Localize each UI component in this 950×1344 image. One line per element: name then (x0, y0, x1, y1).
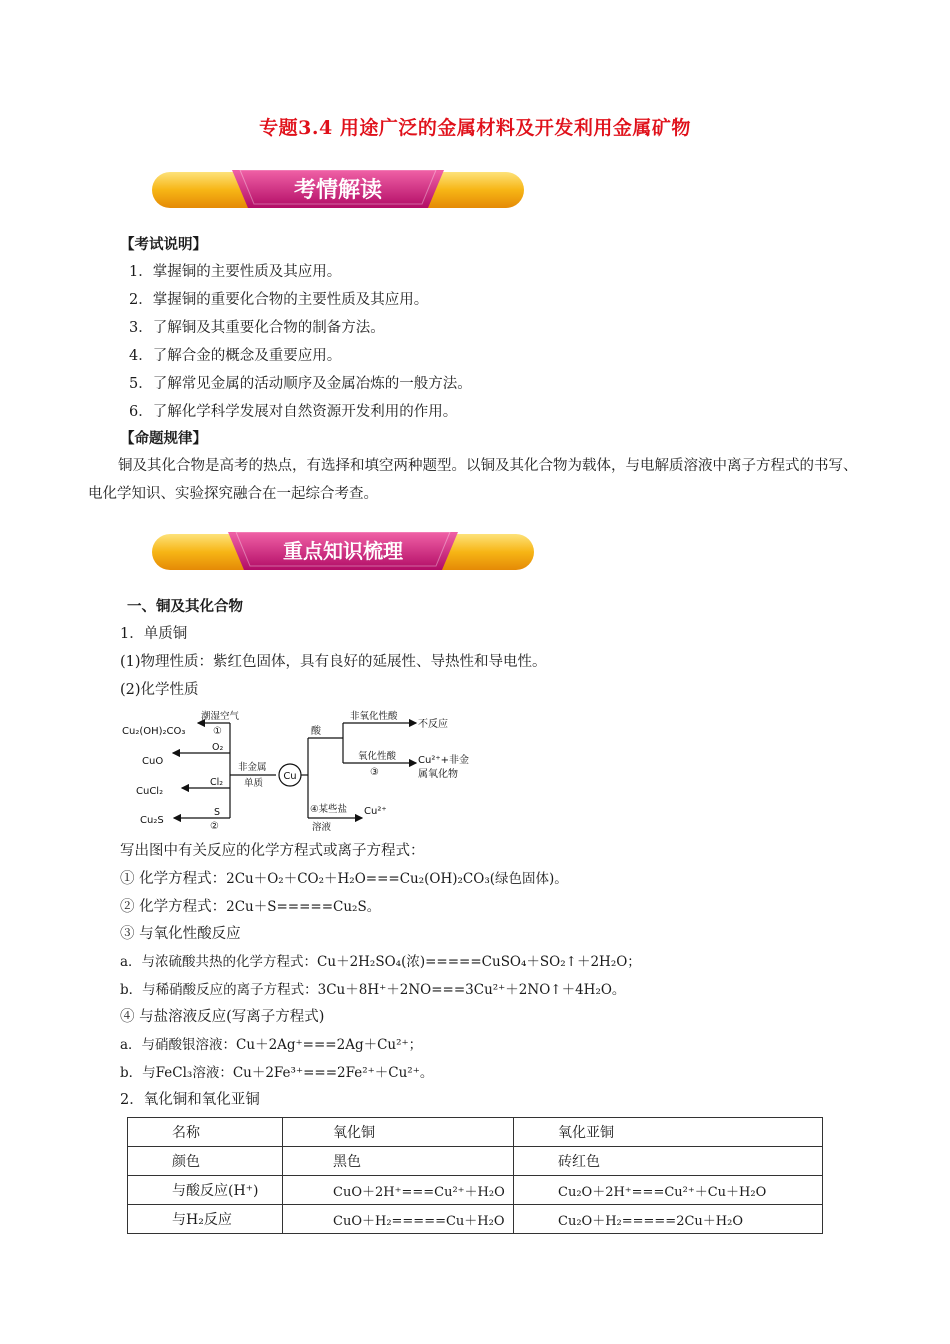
label-no-reaction: 不反应 (418, 719, 448, 730)
rule-paragraph: 铜及其化合物是高考的热点，有选择和填空两种题型。以铜及其化合物为载体，与电解质溶液中离子方程式的书写、电化学知识、实验探究融合在一起综合考查。 (88, 458, 858, 502)
copper-oxide-table (127, 1117, 823, 1234)
label-circle-2: ② (210, 821, 219, 832)
exam-item: 1．掌握铜的主要性质及其应用。 (129, 264, 342, 280)
table-cell: 与H₂反应 (128, 1205, 283, 1234)
product-cucl2: CuCl₂ (136, 786, 164, 797)
label-nonmetal-1: 非金属 (238, 762, 267, 773)
equation-4b: b．与FeCl₃溶液：Cu＋2Fe³⁺===2Fe²⁺＋Cu²⁺。 (120, 1065, 434, 1081)
table-cell: 砖红色 (514, 1147, 823, 1176)
label-humid-air: 潮湿空气 (201, 711, 240, 722)
equation-3b: b．与稀硝酸反应的离子方程式：3Cu＋8H⁺＋2NO===3Cu²⁺＋2NO↑＋4H₂O。 (120, 982, 626, 998)
table-cell: 与酸反应(H⁺) (128, 1176, 283, 1205)
product-cuo: CuO (142, 756, 164, 767)
label-oxidizing-product-1: Cu²⁺+非金 (418, 755, 469, 766)
table-row (128, 1147, 823, 1176)
equation-2-label: ② 化学方程式： (120, 899, 227, 915)
exam-heading: 【考试说明】 (120, 236, 207, 253)
table-cell: CuO＋2H⁺===Cu²⁺＋H₂O (283, 1176, 514, 1205)
chemical-properties-heading: (2)化学性质 (120, 682, 199, 698)
equation-1-label: ① 化学方程式： (120, 871, 227, 887)
equation-1 (120, 869, 568, 889)
label-nonmetal-2: 单质 (244, 778, 264, 789)
page-title: 专题3.4 用途广泛的金属材料及开发利用金属矿物 (259, 117, 691, 139)
table-cell: Cu₂O＋H₂=====2Cu＋H₂O (514, 1205, 823, 1234)
exam-item: 3．了解铜及其重要化合物的制备方法。 (129, 320, 385, 336)
label-salt-1: ④某些盐 (310, 804, 348, 815)
table-header-cell: 氧化铜 (283, 1118, 514, 1147)
product-basic-carbonate: Cu₂(OH)₂CO₃ (122, 726, 186, 737)
table-row (128, 1176, 823, 1205)
product-cu2s: Cu₂S (140, 815, 164, 826)
table-cell: 颜色 (128, 1147, 283, 1176)
table-row (128, 1205, 823, 1234)
equation-3a: a．与浓硫酸共热的化学方程式：Cu＋2H₂SO₄(浓)=====CuSO₄＋SO₂↑＋2H₂O； (120, 954, 641, 970)
table-cell: 黑色 (283, 1147, 514, 1176)
exam-item: 2．掌握铜的重要化合物的主要性质及其应用。 (129, 292, 429, 308)
equation-1-text: 2Cu＋O₂＋CO₂＋H₂O===Cu₂(OH)₂CO₃(绿色固体)。 (226, 871, 568, 887)
label-circle-3: ③ (370, 767, 379, 778)
label-o2: O₂ (212, 742, 224, 753)
table-header-row (128, 1118, 823, 1147)
table-header-cell: 氧化亚铜 (514, 1118, 823, 1147)
banner-exam-label: 考情解读 (293, 178, 383, 203)
equation-2 (120, 897, 380, 917)
cu-center-label: Cu (283, 771, 297, 782)
banner-exam (150, 166, 526, 210)
copper-reaction-diagram (118, 708, 498, 836)
exam-item: 4．了解合金的概念及重要应用。 (129, 348, 342, 364)
exam-item: 5．了解常见金属的活动顺序及金属冶炼的一般方法。 (129, 376, 472, 392)
physical-properties: (1)物理性质：紫红色固体，具有良好的延展性、导热性和导电性。 (120, 654, 547, 670)
banner-knowledge (150, 528, 536, 572)
table-cell: Cu₂O＋2H⁺===Cu²⁺＋Cu＋H₂O (514, 1176, 823, 1205)
table-cell: CuO＋H₂=====Cu＋H₂O (283, 1205, 514, 1234)
equation-3-heading: ③ 与氧化性酸反应 (120, 926, 241, 942)
label-circle-1: ① (213, 726, 222, 737)
rule-heading: 【命题规律】 (120, 430, 207, 447)
label-salt-2: 溶液 (312, 822, 332, 833)
subsection-heading-2: 2．氧化铜和氧化亚铜 (120, 1092, 260, 1108)
equation-prompt: 写出图中有关反应的化学方程式或离子方程式： (120, 843, 425, 859)
section-heading: 一、铜及其化合物 (127, 598, 243, 615)
label-oxidizing-acid: 氧化性酸 (358, 751, 397, 762)
equation-4-heading: ④ 与盐溶液反应(写离子方程式) (120, 1009, 325, 1025)
equation-2-text: 2Cu＋S=====Cu₂S。 (226, 899, 381, 915)
label-s: S (214, 807, 221, 818)
exam-item: 6．了解化学科学发展对自然资源开发利用的作用。 (129, 404, 458, 420)
subsection-heading: 1．单质铜 (120, 626, 188, 642)
label-salt-product: Cu²⁺ (364, 806, 387, 817)
banner-knowledge-label: 重点知识梳理 (283, 539, 403, 563)
label-non-oxidizing-acid: 非氧化性酸 (350, 711, 398, 722)
table-header-cell: 名称 (128, 1118, 283, 1147)
equation-4a: a．与硝酸银溶液：Cu＋2Ag⁺===2Ag＋Cu²⁺； (120, 1037, 423, 1053)
label-acid: 酸 (311, 726, 321, 737)
label-cl2: Cl₂ (210, 777, 224, 788)
label-oxidizing-product-2: 属氧化物 (418, 769, 458, 780)
